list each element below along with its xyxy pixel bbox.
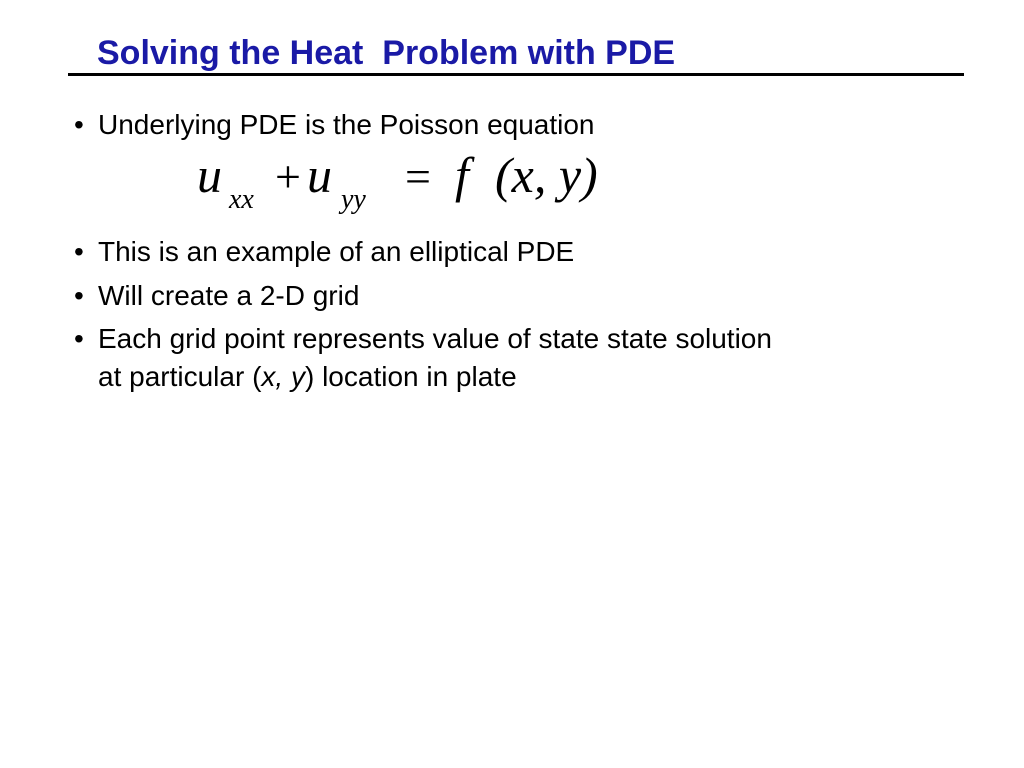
equation-plus: + — [275, 151, 301, 202]
bullet-item — [74, 106, 595, 144]
equation-sub-xx: xx — [229, 184, 254, 215]
bullet-text: Each grid point represents value of state state solution — [98, 323, 772, 354]
slide-title: Solving the Heat Problem with PDE — [97, 34, 676, 72]
bullet-text: Will create a 2-D grid — [98, 280, 360, 311]
title-underline — [68, 73, 964, 76]
bullet-item — [74, 233, 574, 271]
bullet-item — [74, 320, 772, 358]
equation-sub-yy: yy — [341, 184, 366, 215]
equation-args: (x, y) — [495, 147, 598, 203]
bullet-dot: • — [74, 109, 84, 140]
bullet-dot: • — [74, 236, 84, 267]
bullet-text: This is an example of an elliptical PDE — [98, 236, 575, 267]
poisson-equation — [195, 140, 655, 230]
equation-u2: u — [307, 147, 332, 203]
bullet-item — [74, 277, 359, 315]
bullet-text-continuation: at particular (x, y) location in plate — [98, 361, 517, 392]
bullet-dot: • — [74, 323, 84, 354]
italic-xy: x, y — [261, 361, 305, 392]
bullet-dot: • — [74, 280, 84, 311]
equation-f: f — [455, 147, 469, 203]
equation-u1: u — [197, 147, 222, 203]
equation-equals: = — [405, 151, 431, 202]
bullet-text: Underlying PDE is the Poisson equation — [98, 109, 595, 140]
